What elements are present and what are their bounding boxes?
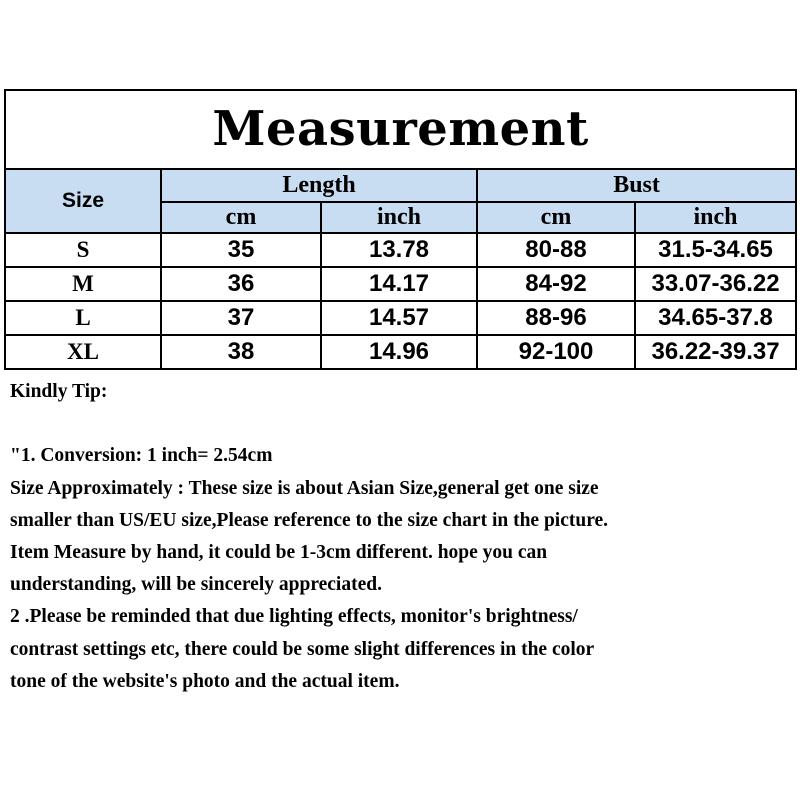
table-row xyxy=(5,301,796,335)
size-cell: M xyxy=(5,267,161,301)
length-column-header: Length xyxy=(161,169,477,202)
length-inch-header: inch xyxy=(321,202,477,233)
bust-column-header: Bust xyxy=(477,169,796,202)
table-row xyxy=(5,267,796,301)
length-inch-cell: 14.17 xyxy=(321,267,477,301)
bust-inch-cell: 33.07-36.22 xyxy=(635,267,796,301)
bust-cm-cell: 92-100 xyxy=(477,335,635,369)
size-cell: S xyxy=(5,233,161,267)
note-line: smaller than US/EU size,Please reference to the size chart in the picture. xyxy=(10,509,609,531)
size-cell: L xyxy=(5,301,161,335)
note-line: "1. Conversion: 1 inch= 2.54cm xyxy=(10,445,273,467)
bust-cm-cell: 80-88 xyxy=(477,233,635,267)
note-line: Size Approximately : These size is about Asian Size,general get one size xyxy=(10,477,599,499)
bust-cm-header: cm xyxy=(477,202,635,233)
bust-cm-cell: 88-96 xyxy=(477,301,635,335)
bust-inch-cell: 34.65-37.8 xyxy=(635,301,796,335)
size-column-header: Size xyxy=(5,169,161,233)
blank-line xyxy=(10,408,795,440)
length-cm-header: cm xyxy=(161,202,321,233)
size-notes xyxy=(10,376,795,698)
note-line: understanding, will be sincerely appreciated. xyxy=(10,574,382,596)
size-chart-table xyxy=(4,89,797,370)
length-cm-cell: 38 xyxy=(161,335,321,369)
note-line: 2 .Please be reminded that due lighting effects, monitor's brightness/ xyxy=(10,606,578,628)
kindly-tip-label: Kindly Tip: xyxy=(10,381,108,402)
length-cm-cell: 35 xyxy=(161,233,321,267)
size-cell: XL xyxy=(5,335,161,369)
table-row xyxy=(5,233,796,267)
length-inch-cell: 14.57 xyxy=(321,301,477,335)
bust-cm-cell: 84-92 xyxy=(477,267,635,301)
length-cm-cell: 36 xyxy=(161,267,321,301)
length-inch-cell: 13.78 xyxy=(321,233,477,267)
table-row xyxy=(5,335,796,369)
note-line: tone of the website's photo and the actual item. xyxy=(10,670,400,692)
bust-inch-header: inch xyxy=(635,202,796,233)
bust-inch-cell: 31.5-34.65 xyxy=(635,233,796,267)
bust-inch-cell: 36.22-39.37 xyxy=(635,335,796,369)
note-line: contrast settings etc, there could be some slight differences in the color xyxy=(10,638,595,660)
chart-title: Measurement xyxy=(5,90,796,169)
note-line: Item Measure by hand, it could be 1-3cm different. hope you can xyxy=(10,541,548,563)
length-inch-cell: 14.96 xyxy=(321,335,477,369)
length-cm-cell: 37 xyxy=(161,301,321,335)
